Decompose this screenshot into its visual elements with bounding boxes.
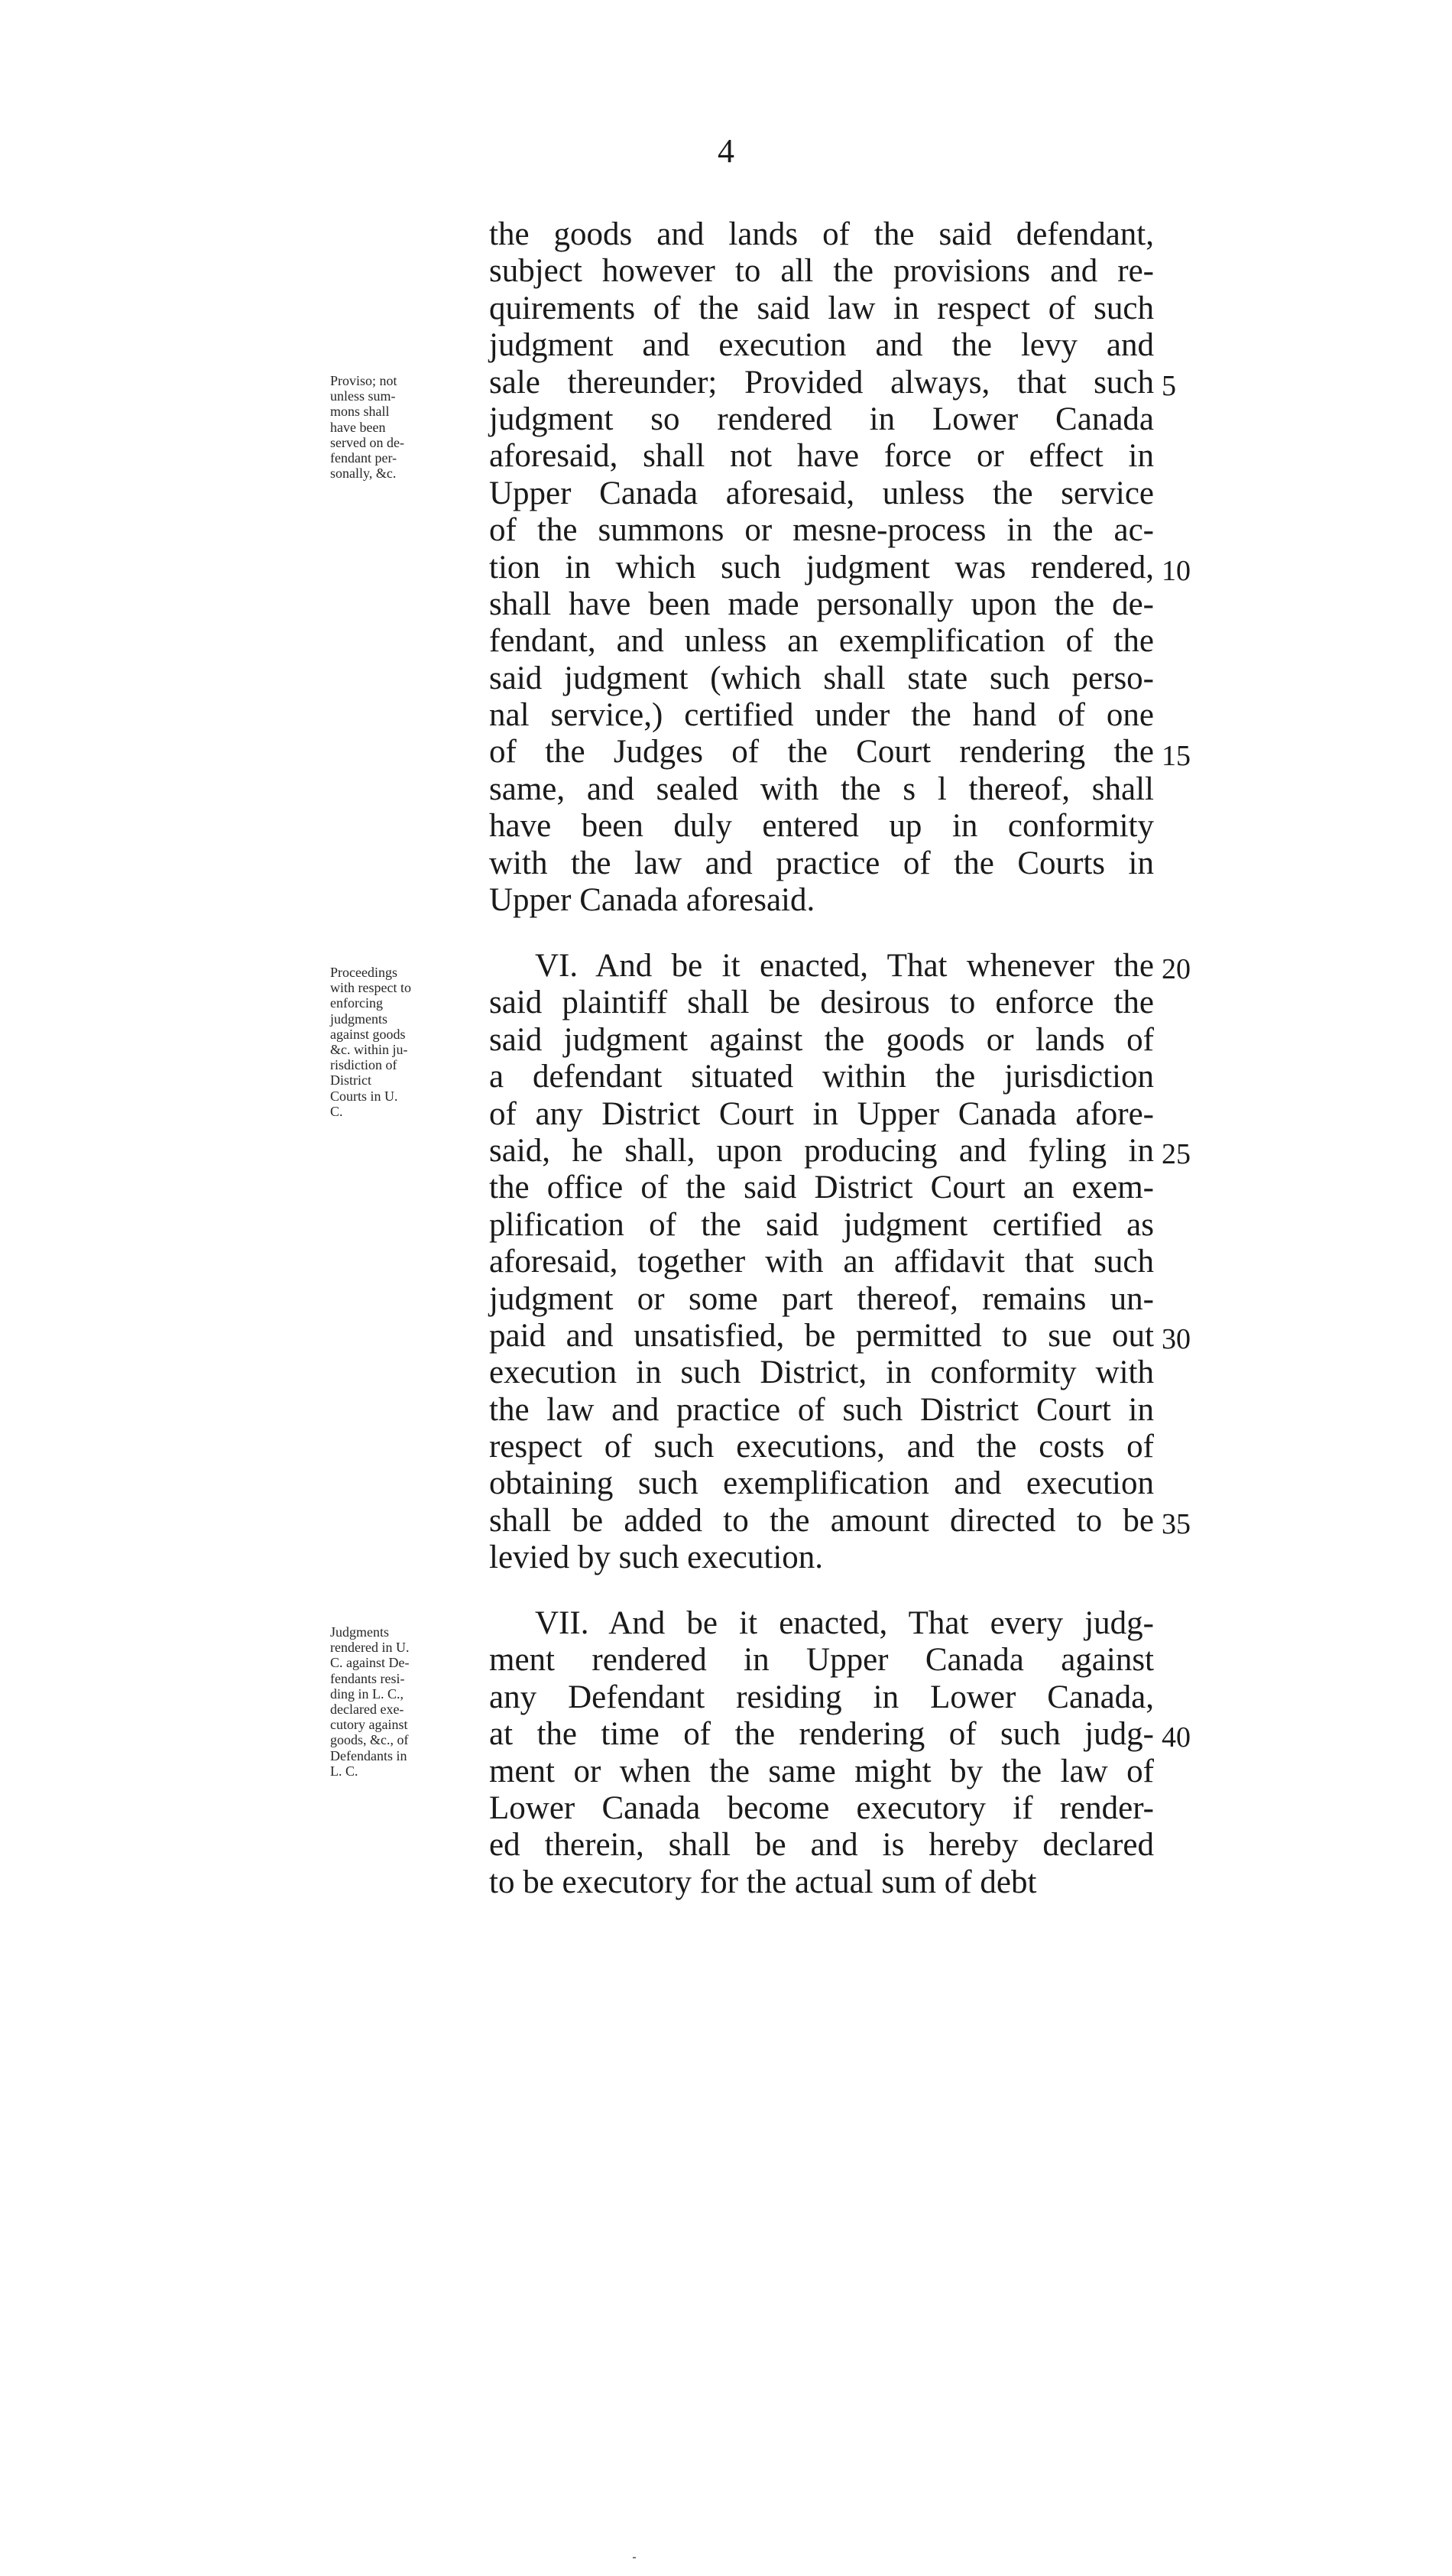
margin-note-line: judgments: [330, 1011, 387, 1027]
text-line: levied by such execution.: [489, 1539, 824, 1576]
margin-note-line: goods, &c., of: [330, 1732, 409, 1748]
text-line: any Defendant residing in Lower Canada,: [489, 1679, 1154, 1715]
text-line: fendant, and unless an exemplification of the: [489, 623, 1154, 660]
margin-note-line: mons shall: [330, 404, 390, 420]
margin-note-line: enforcing: [330, 995, 383, 1011]
text-line: said plaintiff shall be desirous to enforce the: [489, 985, 1154, 1021]
text-line: of the Judges of the Court rendering the: [489, 734, 1154, 771]
margin-note-line: ding in L. C.,: [330, 1685, 404, 1702]
paragraph-section-vi: [489, 948, 1154, 1577]
line-number: 20: [1162, 953, 1191, 985]
text-line: with the law and practice of the Courts in: [489, 845, 1154, 881]
line-number: 10: [1162, 554, 1191, 587]
text-line: VI. And be it enacted, That whenever the: [535, 948, 1154, 984]
line-number: 40: [1162, 1721, 1191, 1754]
margin-note-line: declared exe-: [330, 1702, 404, 1718]
margin-note-line: rendered in U.: [330, 1640, 410, 1656]
text-line: the law and practice of such District Court in: [489, 1391, 1154, 1428]
text-line: a defendant situated within the jurisdiction: [489, 1059, 1154, 1095]
text-line: VII. And be it enacted, That every judg-: [535, 1605, 1154, 1641]
text-line: of any District Court in Upper Canada afore-: [489, 1095, 1154, 1132]
margin-note-line: Courts in U.: [330, 1088, 398, 1104]
text-line: have been duly entered up in conformity: [489, 808, 1154, 845]
margin-note-line: &c. within ju-: [330, 1042, 408, 1058]
text-line: shall be added to the amount directed to be: [489, 1502, 1154, 1539]
text-line: subject however to all the provisions and re-: [489, 253, 1154, 290]
paragraph-continuation: [489, 216, 1154, 919]
text-line: sale thereunder; Provided always, that such: [489, 364, 1154, 401]
text-line: nal service,) certified under the hand of one: [489, 697, 1154, 734]
margin-note-section-vii: [330, 1624, 487, 1779]
margin-note-line: Proceedings: [330, 965, 397, 980]
margin-note-continuation: [330, 373, 487, 481]
margin-note-line: C. against De-: [330, 1655, 410, 1671]
line-number: 25: [1162, 1138, 1191, 1170]
text-line: judgment and execution and the levy and: [489, 327, 1154, 364]
margin-note-line: have been: [330, 419, 386, 435]
text-line: of the summons or mesne-process in the ac-: [489, 512, 1154, 549]
margin-note-section-vi: [330, 965, 487, 1119]
margin-note-line: Proviso; not: [330, 373, 397, 388]
line-number: 30: [1162, 1323, 1191, 1355]
text-line: plification of the said judgment certified as: [489, 1206, 1154, 1243]
text-line: Upper Canada aforesaid.: [489, 882, 815, 919]
margin-note-line: cutory against: [330, 1717, 408, 1733]
margin-note-line: Judgments: [330, 1624, 390, 1640]
text-line: obtaining such exemplification and execution: [489, 1465, 1154, 1502]
margin-note-line: fendant per-: [330, 450, 397, 466]
margin-note-line: served on de-: [330, 434, 404, 450]
scan-speck: [633, 2557, 636, 2558]
line-number: 5: [1162, 369, 1176, 402]
text-line: ed therein, shall be and is hereby declared: [489, 1827, 1154, 1864]
margin-note-line: Defendants in: [330, 1747, 407, 1763]
text-line: to be executory for the actual sum of debt: [489, 1864, 1037, 1900]
margin-note-line: risdiction of: [330, 1057, 397, 1073]
margin-note-line: against goods: [330, 1026, 406, 1042]
text-line: quirements of the said law in respect of such: [489, 290, 1154, 326]
text-line: Upper Canada aforesaid, unless the service: [489, 475, 1154, 511]
text-line: shall have been made personally upon the de-: [489, 586, 1154, 622]
page-number: 4: [718, 132, 734, 170]
text-line: same, and sealed with the s l thereof, shall: [489, 771, 1154, 807]
line-number: 35: [1162, 1508, 1191, 1540]
text-line: the goods and lands of the said defendant,: [489, 216, 1154, 252]
text-line: paid and unsatisfied, be permitted to sue out: [489, 1317, 1154, 1354]
text-line: execution in such District, in conformity with: [489, 1355, 1154, 1391]
margin-note-line: District: [330, 1072, 371, 1088]
paragraph-section-vii: [489, 1605, 1154, 1901]
margin-note-line: C.: [330, 1103, 343, 1119]
text-line: respect of such executions, and the costs of: [489, 1429, 1154, 1465]
line-number: 15: [1162, 739, 1191, 772]
text-line: judgment or some part thereof, remains un-: [489, 1280, 1154, 1317]
margin-note-line: L. C.: [330, 1763, 358, 1779]
text-line: tion in which such judgment was rendered,: [489, 549, 1154, 586]
text-line: judgment so rendered in Lower Canada: [489, 401, 1154, 437]
text-line: ment or when the same might by the law of: [489, 1753, 1154, 1789]
text-line: the office of the said District Court an exem-: [489, 1170, 1154, 1206]
text-line: at the time of the rendering of such judg-: [489, 1716, 1154, 1753]
margin-note-line: with respect to: [330, 980, 411, 996]
text-line: Lower Canada become executory if render-: [489, 1789, 1154, 1826]
margin-note-line: fendants resi-: [330, 1670, 405, 1686]
text-line: said judgment (which shall state such perso-: [489, 660, 1154, 696]
text-line: said judgment against the goods or lands of: [489, 1021, 1154, 1058]
text-line: said, he shall, upon producing and fyling in: [489, 1132, 1154, 1169]
margin-note-line: sonally, &c.: [330, 466, 397, 482]
text-line: aforesaid, shall not have force or effect in: [489, 438, 1154, 475]
margin-note-line: unless sum-: [330, 388, 396, 404]
text-line: ment rendered in Upper Canada against: [489, 1642, 1154, 1679]
text-line: aforesaid, together with an affidavit that such: [489, 1244, 1154, 1280]
